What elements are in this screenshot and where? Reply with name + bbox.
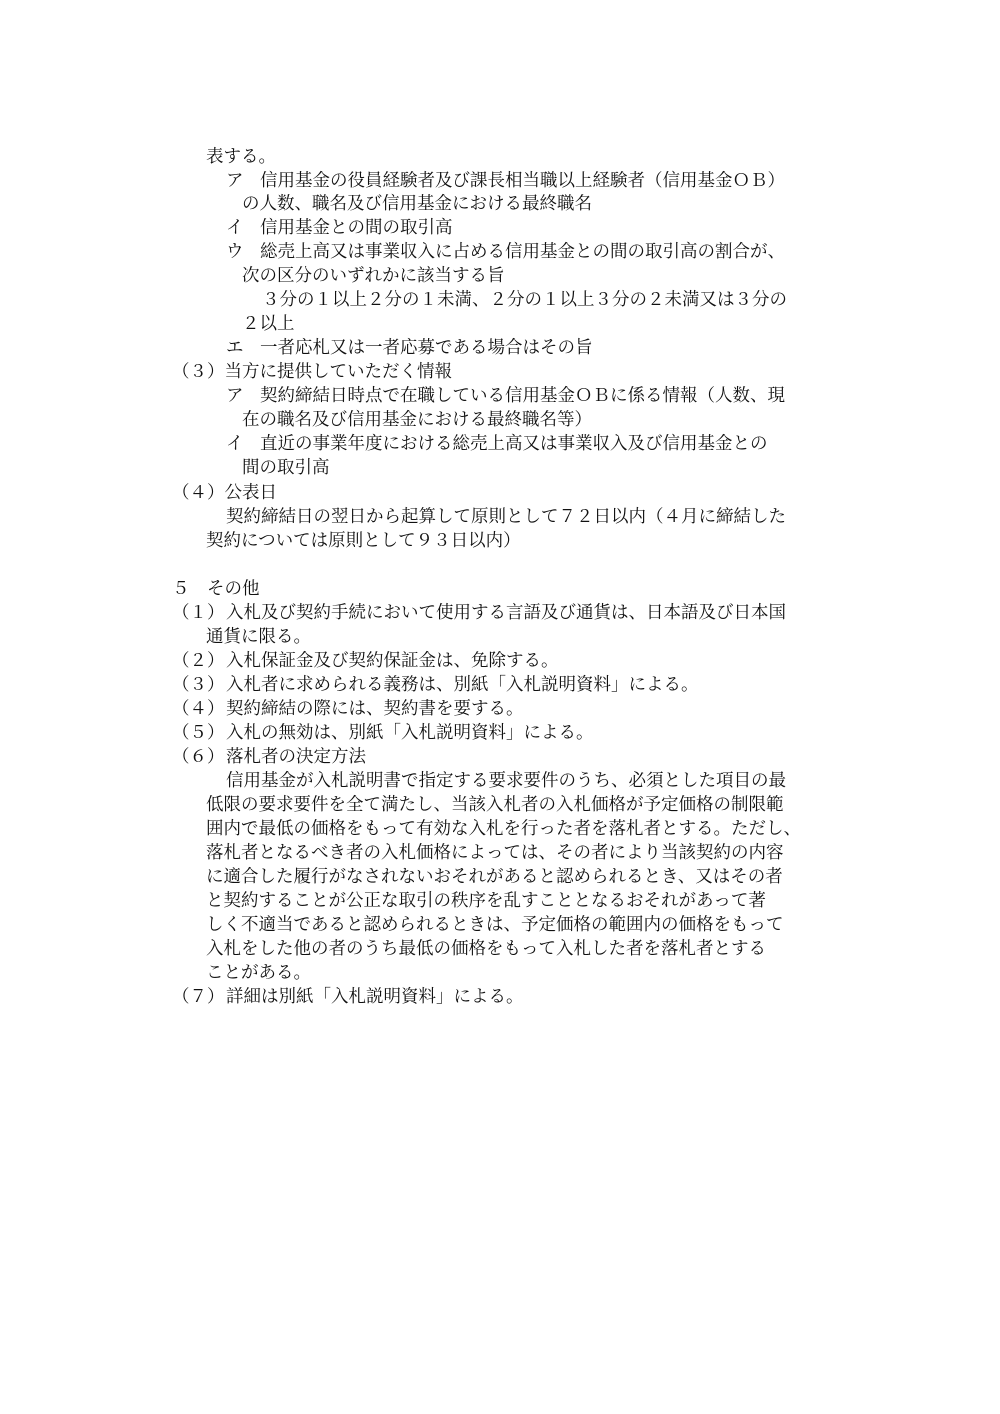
paragraph-line: 囲内で最低の価格をもって有効な入札を行った者を落札者とする。ただし、	[206, 819, 801, 839]
paragraph-line: 契約については原則として９３日以内）	[206, 531, 521, 551]
paragraph-line: 直近の事業年度における総売上高又は事業収入及び信用基金との	[260, 434, 768, 454]
item-marker: イ	[226, 218, 244, 238]
paragraph-line: ことがある。	[206, 963, 311, 983]
item4-heading: （４）公表日	[172, 483, 277, 503]
paragraph-line: 入札者に求められる義務は、別紙「入札説明資料」による。	[226, 675, 699, 695]
paragraph-line: 信用基金の役員経験者及び課長相当職以上経験者（信用基金ＯＢ）	[260, 171, 785, 191]
paragraph-line: 通貨に限る。	[206, 627, 311, 647]
item-marker: ウ	[226, 242, 244, 262]
paragraph-line: 信用基金が入札説明書で指定する要求要件のうち、必須とした項目の最	[226, 771, 786, 791]
paragraph-line: 入札及び契約手続において使用する言語及び通貨は、日本語及び日本国	[226, 603, 786, 623]
paragraph-line: に適合した履行がなされないおそれがあると認められるとき、又はその者	[206, 867, 783, 887]
item-label: （２）	[172, 651, 225, 671]
item-marker: ア	[226, 386, 244, 406]
paragraph-line: 低限の要求要件を全て満たし、当該入札者の入札価格が予定価格の制限範	[206, 795, 784, 815]
paragraph-line: ３分の１以上２分の１未満、２分の１以上３分の２未満又は３分の	[262, 290, 787, 310]
item3-heading: （３）当方に提供していただく情報	[172, 362, 452, 382]
item-label: （７）	[172, 987, 225, 1007]
paragraph-line: 信用基金との間の取引高	[260, 218, 453, 238]
item-label: （４）	[172, 699, 225, 719]
paragraph-line: 入札をした他の者のうち最低の価格をもって入札した者を落札者とする	[206, 939, 766, 959]
paragraph-line: の人数、職名及び信用基金における最終職名	[242, 194, 592, 214]
section5-heading: ５ その他	[172, 579, 260, 599]
item-marker: エ	[226, 338, 244, 358]
paragraph-line: 詳細は別紙「入札説明資料」による。	[226, 987, 524, 1007]
item-label: （３）	[172, 675, 225, 695]
paragraph-line: 契約締結日時点で在職している信用基金ＯＢに係る情報（人数、現	[260, 386, 785, 406]
paragraph-line: 入札の無効は、別紙「入札説明資料」による。	[226, 723, 594, 743]
item-label: （５）	[172, 723, 225, 743]
paragraph-line: 落札者となるべき者の入札価格によっては、その者により当該契約の内容	[206, 843, 784, 863]
paragraph-line: しく不適当であると認められるときは、予定価格の範囲内の価格をもって	[206, 915, 784, 935]
paragraph-line: 契約締結の際には、契約書を要する。	[226, 699, 524, 719]
paragraph-line: 次の区分のいずれかに該当する旨	[242, 266, 505, 286]
paragraph-line: 在の職名及び信用基金における最終職名等）	[242, 410, 592, 430]
paragraph-line: 一者応札又は一者応募である場合はその旨	[260, 338, 593, 358]
paragraph-line: と契約することが公正な取引の秩序を乱すこととなるおそれがあって著	[206, 891, 766, 911]
paragraph-line: ２以上	[242, 314, 295, 334]
item-label: （１）	[172, 603, 225, 623]
item-marker: ア	[226, 171, 244, 191]
continuation-text: 表する。	[206, 147, 276, 167]
paragraph-line: 落札者の決定方法	[226, 747, 366, 767]
paragraph-line: 入札保証金及び契約保証金は、免除する。	[226, 651, 559, 671]
item-label: （６）	[172, 747, 225, 767]
paragraph-line: 総売上高又は事業収入に占める信用基金との間の取引高の割合が、	[260, 242, 785, 262]
paragraph-line: 契約締結日の翌日から起算して原則として７２日以内（４月に締結した	[226, 507, 786, 527]
item-marker: イ	[226, 434, 244, 454]
paragraph-line: 間の取引高	[242, 458, 330, 478]
